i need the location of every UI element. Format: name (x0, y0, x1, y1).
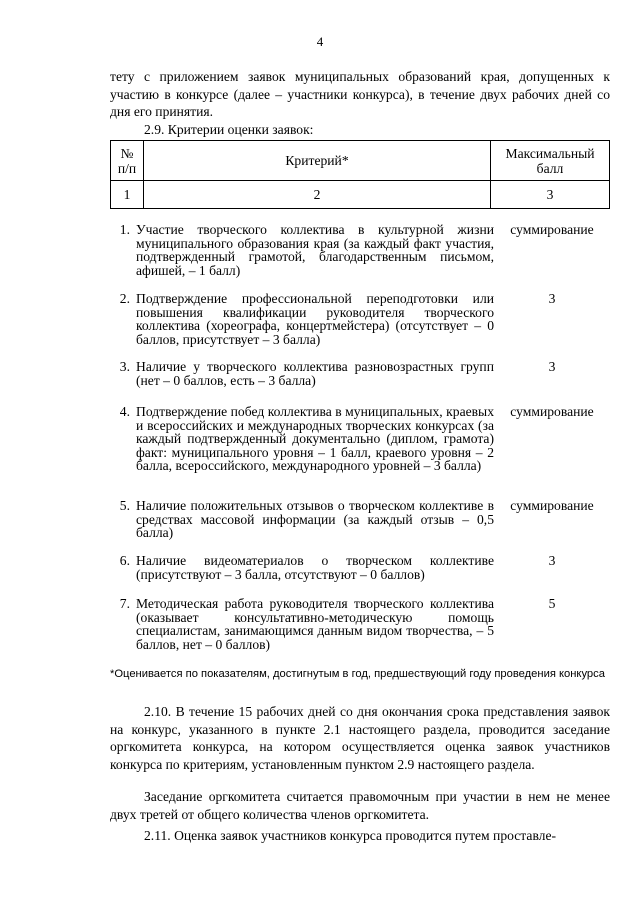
col-criterion-header: Критерий* (144, 141, 491, 181)
criterion-text: Наличие положительных отзывов о творческом коллективе в средствах массовой информации (за каждый отзыв – 0,5 балла) (136, 498, 494, 540)
criterion-number: 3. (119, 359, 130, 374)
criterion-number: 6. (119, 553, 130, 568)
criterion-score: 3 (548, 359, 556, 374)
col-num-header: № п/п (111, 141, 144, 181)
criterion-score: 3 (548, 553, 556, 568)
criterion-score: 5 (548, 596, 556, 611)
paragraph-2-11: 2.11. Оценка заявок участников конкурса проводится путем проставле- (144, 828, 557, 843)
criterion-number: 7. (119, 596, 130, 611)
criterion-score: 3 (548, 291, 556, 306)
criterion-number: 4. (119, 404, 130, 419)
section-title: 2.9. Критерии оценки заявок: (144, 122, 314, 137)
num-row-cell: 2 (144, 181, 491, 209)
criterion-score: суммирование (510, 498, 594, 513)
criterion-text: Наличие у творческого коллектива разновозрастных групп (нет – 0 баллов, есть – 3 балла) (136, 359, 494, 388)
criterion-number: 2. (119, 291, 130, 306)
criterion-text: Наличие видеоматериалов о творческом коллективе (присутствуют – 3 балла, отсутствуют – 0 баллов) (136, 553, 494, 582)
criterion-score: суммирование (510, 404, 594, 419)
intro-paragraph: тету с приложением заявок муниципальных образований края, допущенных к участию в конкурсе (далее – участники конкурса), в течение двух рабочих дней со дня его принятия. (110, 69, 610, 119)
criterion-text: Методическая работа руководителя творческого коллектива (оказывает консультативно-методическую помощь специалистам, занимающимся данным видом творчества, – 5 баллов, нет – 0 баллов) (136, 596, 494, 652)
paragraph-quorum: Заседание оргкомитета считается правомочным при участии в нем не менее двух третей от общего количества членов оргкомитета. (110, 789, 610, 822)
page-number: 4 (316, 34, 324, 49)
footnote: *Оценивается по показателям, достигнутым в год, предшествующий году проведения конкурса (110, 668, 605, 680)
criterion-number: 5. (119, 498, 130, 513)
num-row-cell: 1 (111, 181, 144, 209)
paragraph-2-10: 2.10. В течение 15 рабочих дней со дня окончания срока представления заявок на конкурс, указанного в пункте 2.1 настоящего раздела, проводится заседание оргкомитета конкурса, на котором осуществляется оценка заявок участников конкурса по критериям, установленным пунктом 2.9 настоящего раздела. (110, 704, 610, 772)
num-row-cell: 3 (491, 181, 610, 209)
criterion-text: Участие творческого коллектива в культурной жизни муниципального образования края (за каждый факт участия, подтвержденный грамотой, благодарственным письмом, афишей, – 1 балл) (136, 222, 494, 278)
criterion-text: Подтверждение профессиональной переподготовки или повышения квалификации руководителя творческого коллектива (хореографа, концертмейстера) (отсутствует – 0 баллов, присутствует – 3 балла) (136, 291, 494, 347)
criterion-score: суммирование (510, 222, 594, 237)
criterion-number: 1. (119, 222, 130, 237)
col-score-header: Максимальный балл (491, 141, 610, 181)
criterion-text: Подтверждение побед коллектива в муниципальных, краевых и всероссийских и международных творческих конкурсах (за каждый подтвержденный документально (диплом, грамота) факт: муниципального уровня – 1 балл, краевого уровня – 2 балла, всероссийского, международного уровней – 3 балла) (136, 404, 494, 473)
criteria-table-header (110, 140, 610, 209)
